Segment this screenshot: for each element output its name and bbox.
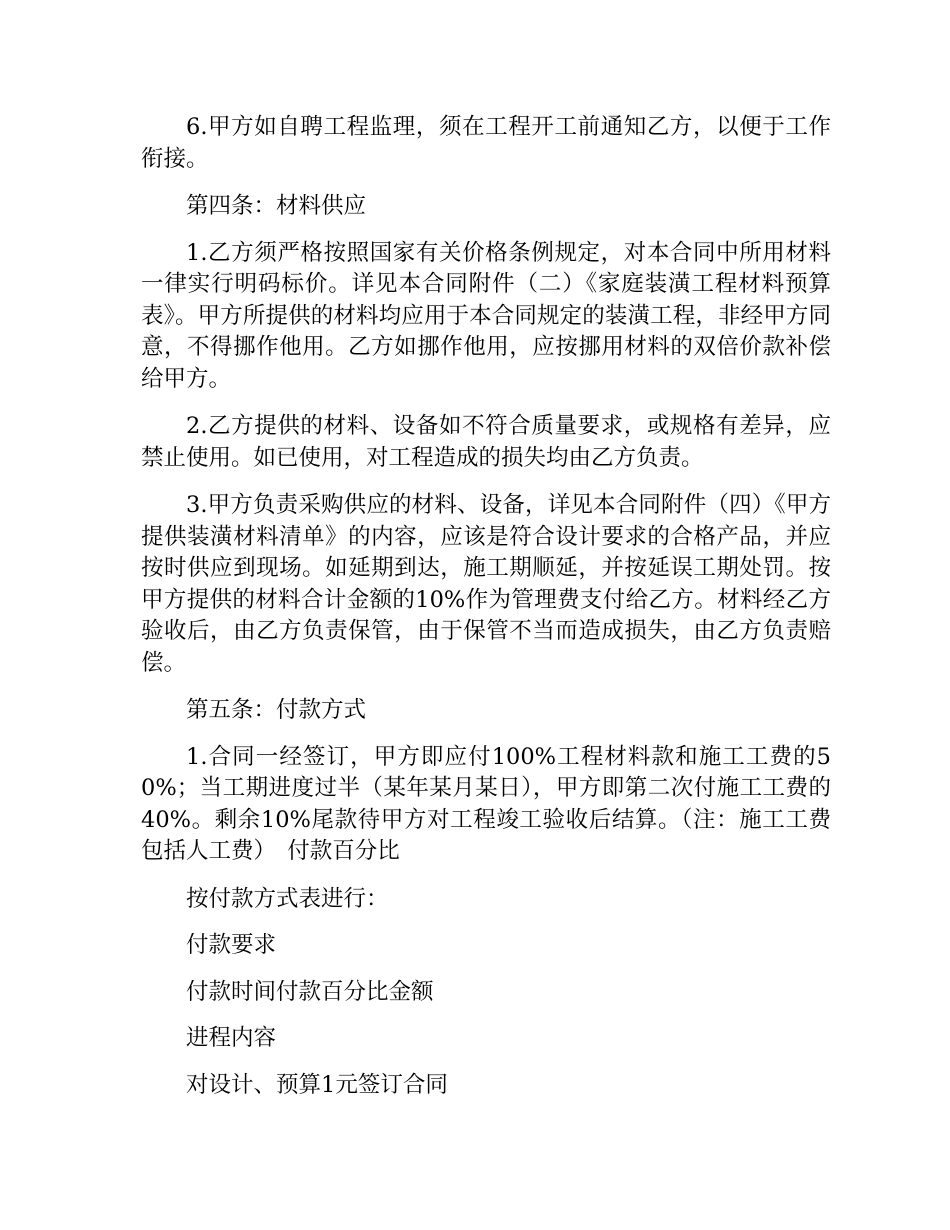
clause-paragraph: 3.甲方负责采购供应的材料、设备，详见本合同附件（四）《甲方提供装潢材料清单》的内容，应该是符合设计要求的合格产品，并应按时供应到现场。如延期到达，施工期顺延，并按延误工期处罚。按甲方提供的材料合计金额的10%作为管理费支付给乙方。材料经乙方验收后，由乙方负责保管，由于保管不当而造成损失，由乙方负责赔偿。 bbox=[141, 492, 831, 676]
section-heading: 第四条：材料供应 bbox=[186, 193, 367, 219]
table-intro-line: 按付款方式表进行： bbox=[186, 885, 389, 912]
table-line: 付款时间付款百分比金额 bbox=[186, 978, 434, 1005]
clause-paragraph: 2.乙方提供的材料、设备如不符合质量要求，或规格有差异，应禁止使用。如已使用，对工程造成的损失均由乙方负责。 bbox=[141, 413, 831, 471]
clause-paragraph: 6.甲方如自聘工程监理，须在工程开工前通知乙方，以便于工作衔接。 bbox=[141, 114, 831, 172]
table-line: 付款要求 bbox=[186, 932, 277, 958]
section-heading: 第五条：付款方式 bbox=[186, 697, 367, 723]
table-line: 对设计、预算1元签订合同 bbox=[186, 1071, 448, 1098]
clause-paragraph: 1.乙方须严格按照国家有关价格条例规定，对本合同中所用材料一律实行明码标价。详见本合同附件（二）《家庭装潢工程材料预算表》。甲方所提供的材料均应用于本合同规定的装潢工程，非经甲方同意，不得挪作他用。乙方如挪作他用，应按挪用材料的双倍价款补偿给甲方。 bbox=[141, 239, 831, 392]
document-body bbox=[141, 112, 831, 1116]
table-line: 进程内容 bbox=[186, 1025, 277, 1051]
clause-paragraph: 1.合同一经签订，甲方即应付100%工程材料款和施工工费的50%；当工期进度过半（某年某月某日），甲方即第二次付施工工费的40%。剩余10%尾款待甲方对工程竣工验收后结算。（注：施工工费包括人工费） 付款百分比 bbox=[141, 743, 831, 864]
